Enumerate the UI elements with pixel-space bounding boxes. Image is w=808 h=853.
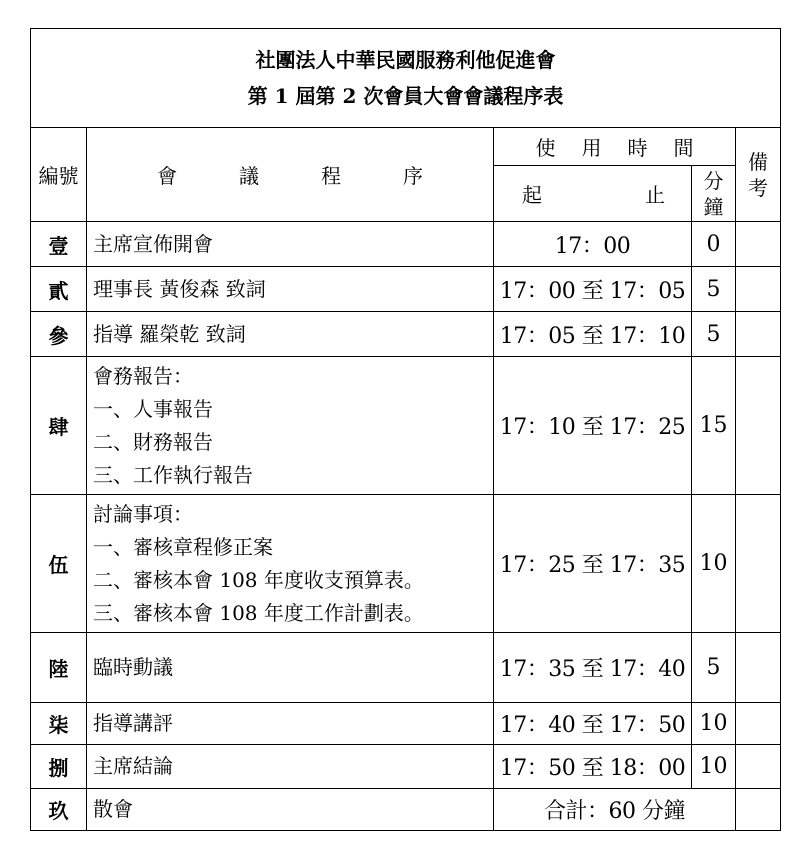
row-procedure: 會務報告： 一、人事報告 二、財務報告 三、工作執行報告 [87,357,494,495]
row-procedure: 指導 羅榮乾 致詞 [87,312,494,357]
row-number: 伍 [31,495,87,633]
row-remarks [736,703,781,745]
row-remarks [736,495,781,633]
header-start: 起 [522,183,542,207]
row-minutes: 5 [692,633,736,703]
table-row [31,312,781,357]
row-number: 玖 [31,789,87,831]
meeting-title: 第 1 屆第 2 次會員大會會議程序表 [247,84,564,108]
row-procedure: 散會 [87,789,494,831]
row-number: 柒 [31,703,87,745]
row-number: 貳 [31,267,87,312]
row-number: 參 [31,312,87,357]
row-number: 肆 [31,357,87,495]
row-time: 17：40 至 17：50 [494,703,692,745]
row-time: 17：50 至 18：00 [494,745,692,789]
table-row [31,789,781,831]
row-number: 陸 [31,633,87,703]
row-minutes: 10 [692,495,736,633]
row-remarks [736,789,781,831]
title-block [31,29,781,128]
row-remarks [736,222,781,267]
row-procedure: 理事長 黃俊森 致詞 [87,267,494,312]
agenda-document [30,28,780,828]
agenda-table [30,28,781,831]
row-time: 17：00 至 17：05 [494,267,692,312]
header-end: 止 [645,183,665,207]
total-minutes: 合計：60 分鐘 [494,789,736,831]
row-minutes: 5 [692,267,736,312]
row-remarks [736,633,781,703]
row-remarks [736,312,781,357]
row-procedure: 主席宣佈開會 [87,222,494,267]
row-time: 17：25 至 17：35 [494,495,692,633]
row-remarks [736,357,781,495]
table-row [31,703,781,745]
row-time: 17：10 至 17：25 [494,357,692,495]
row-procedure: 討論事項： 一、審核章程修正案 二、審核本會 108 年度收支預算表。 三、審核本會 108 年度工作計劃表。 [87,495,494,633]
row-number: 捌 [31,745,87,789]
row-procedure: 臨時動議 [87,633,494,703]
header-time-used: 使用時間 [494,128,736,166]
row-minutes: 0 [692,222,736,267]
table-row [31,222,781,267]
header-number: 編號 [31,128,87,222]
row-minutes: 5 [692,312,736,357]
table-row [31,267,781,312]
row-number: 壹 [31,222,87,267]
row-procedure: 主席結論 [87,745,494,789]
table-row [31,745,781,789]
row-minutes: 10 [692,745,736,789]
row-minutes: 15 [692,357,736,495]
header-start-end [494,166,692,222]
row-time: 17：05 至 17：10 [494,312,692,357]
row-remarks [736,267,781,312]
header-minutes: 分 鐘 [692,166,736,222]
header-procedure: 會議程序 [87,128,494,222]
table-row [31,495,781,633]
row-procedure: 指導講評 [87,703,494,745]
row-minutes: 10 [692,703,736,745]
table-row [31,633,781,703]
table-row [31,357,781,495]
row-time: 17：35 至 17：40 [494,633,692,703]
row-remarks [736,745,781,789]
header-remarks: 備 考 [736,128,781,222]
org-title: 社團法人中華民國服務利他促進會 [255,48,556,72]
row-time: 17：00 [494,222,692,267]
